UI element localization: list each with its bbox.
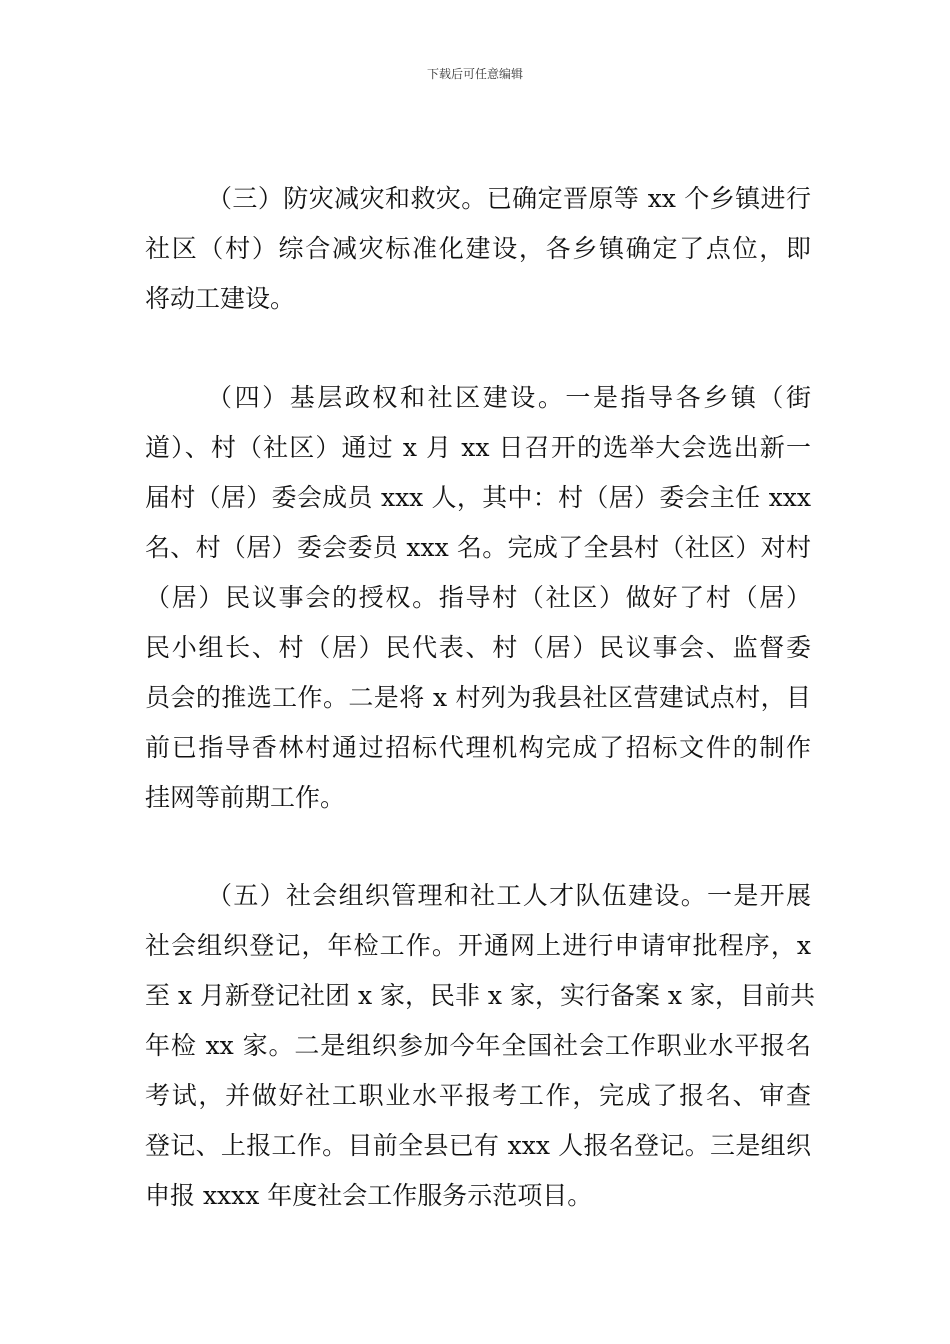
paragraph-line: 年检 xx 家。二是组织参加今年全国社会工作职业水平报名 xyxy=(145,1031,811,1060)
paragraph-line: （五）社会组织管理和社工人才队伍建设。一是开展 xyxy=(207,881,811,910)
paragraph-line: 前已指导香林村通过招标代理机构完成了招标文件的制作 xyxy=(145,733,811,762)
paragraph-line: （三）防灾减灾和救灾。已确定晋原等 xx 个乡镇进行 xyxy=(207,184,811,213)
paragraph-line: 考试，并做好社工职业水平报考工作，完成了报名、审查 xyxy=(145,1081,811,1110)
paragraph-line: （四）基层政权和社区建设。一是指导各乡镇（街 xyxy=(207,383,811,412)
paragraph-line: 道）、村（社区）通过 x 月 xx 日召开的选举大会选出新一 xyxy=(145,433,811,462)
paragraph-line: 至 x 月新登记社团 x 家，民非 x 家，实行备案 x 家，目前共 xyxy=(145,981,815,1010)
paragraph-disaster-relief xyxy=(145,174,811,324)
paragraph-line: 申报 xxxx 年度社会工作服务示范项目。 xyxy=(145,1181,593,1210)
paragraph-line: 登记、上报工作。目前全县已有 xxx 人报名登记。三是组织 xyxy=(145,1131,811,1160)
paragraph-social-organizations xyxy=(145,871,815,1221)
paragraph-line: 名、村（居）委会委员 xxx 名。完成了全县村（社区）对村 xyxy=(145,533,811,562)
paragraph-line: （居）民议事会的授权。指导村（社区）做好了村（居） xyxy=(145,583,811,612)
paragraph-line: 将动工建设。 xyxy=(145,284,296,313)
paragraph-line: 社会组织登记，年检工作。开通网上进行申请审批程序，x xyxy=(145,931,811,960)
paragraph-line: 届村（居）委会成员 xxx 人，其中：村（居）委会主任 xxx xyxy=(145,483,811,512)
paragraph-line: 员会的推选工作。二是将 x 村列为我县社区营建试点村，目 xyxy=(145,683,811,712)
paragraph-line: 挂网等前期工作。 xyxy=(145,783,346,812)
paragraph-line: 社区（村）综合减灾标准化建设，各乡镇确定了点位，即 xyxy=(145,234,811,263)
paragraph-grassroots-community xyxy=(145,373,811,823)
page-header: 下载后可任意编辑 xyxy=(426,67,523,81)
paragraph-line: 民小组长、村（居）民代表、村（居）民议事会、监督委 xyxy=(145,633,811,662)
